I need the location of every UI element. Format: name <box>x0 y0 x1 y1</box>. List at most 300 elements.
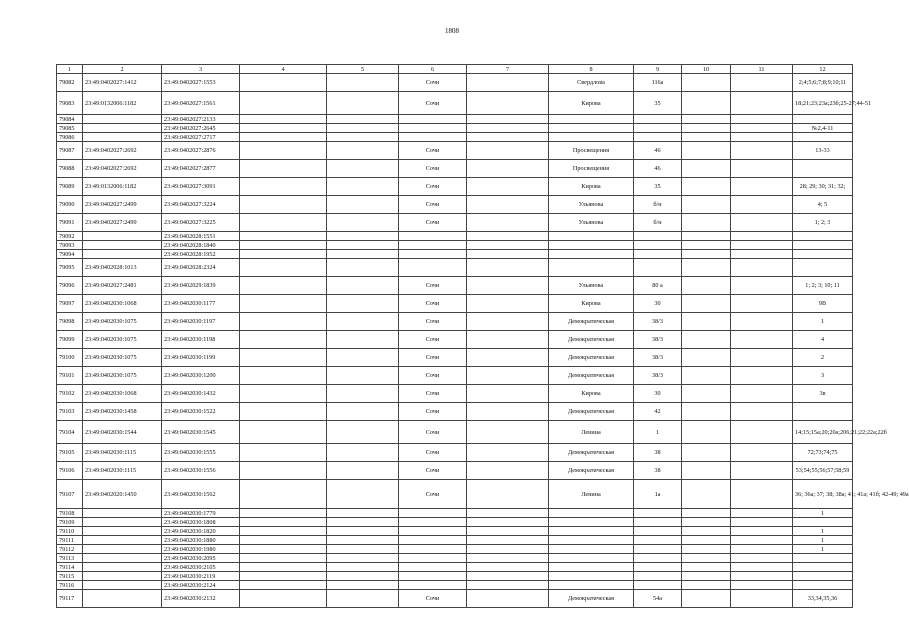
city-cell <box>399 527 467 536</box>
column-header-9: 9 <box>634 65 682 74</box>
house-number-cell <box>634 509 682 518</box>
column-5-cell <box>327 421 399 444</box>
column-10-cell <box>682 480 731 509</box>
street-cell: Ульянова <box>549 196 634 214</box>
column-header-10: 10 <box>682 65 731 74</box>
column-7-cell <box>467 403 549 421</box>
column-11-cell <box>731 545 793 554</box>
column-10-cell <box>682 421 731 444</box>
record-number-cell: 79100 <box>57 349 83 367</box>
street-cell <box>549 554 634 563</box>
cadastral-number-cell: 23:49:0402028:1551 <box>162 232 240 241</box>
table-row <box>57 349 853 367</box>
city-cell: Сочи <box>399 277 467 295</box>
column-11-cell <box>731 142 793 160</box>
cadastral-number-cell: 23:49:0402030:1562 <box>162 480 240 509</box>
parent-cadastral-number-cell <box>83 509 162 518</box>
street-cell <box>549 509 634 518</box>
column-4-cell <box>240 480 327 509</box>
record-number-cell: 79091 <box>57 214 83 232</box>
table-row <box>57 277 853 295</box>
record-number-cell: 79102 <box>57 385 83 403</box>
table-row <box>57 250 853 259</box>
premises-numbers-cell <box>793 554 853 563</box>
column-4-cell <box>240 295 327 313</box>
street-cell: Демократическая <box>549 403 634 421</box>
column-4-cell <box>240 214 327 232</box>
street-cell: Ульянова <box>549 277 634 295</box>
cadastral-number-cell: 23:49:0402027:2133 <box>162 115 240 124</box>
column-10-cell <box>682 462 731 480</box>
column-10-cell <box>682 403 731 421</box>
column-7-cell <box>467 313 549 331</box>
column-10-cell <box>682 178 731 196</box>
column-5-cell <box>327 480 399 509</box>
column-7-cell <box>467 92 549 115</box>
house-number-cell <box>634 241 682 250</box>
premises-numbers-cell <box>793 241 853 250</box>
parent-cadastral-number-cell <box>83 536 162 545</box>
parent-cadastral-number-cell: 23:49:0402027:2499 <box>83 214 162 232</box>
header-row <box>57 65 853 74</box>
premises-numbers-cell: 2 <box>793 349 853 367</box>
column-7-cell <box>467 241 549 250</box>
column-4-cell <box>240 509 327 518</box>
city-cell: Сочи <box>399 590 467 608</box>
premises-numbers-cell: 14;15;15а;20;20а;206;21;22;22а;22б <box>793 421 853 444</box>
column-11-cell <box>731 277 793 295</box>
column-10-cell <box>682 385 731 403</box>
street-cell: Демократическая <box>549 590 634 608</box>
parent-cadastral-number-cell: 23:49:0402030:1068 <box>83 295 162 313</box>
record-number-cell: 79095 <box>57 259 83 277</box>
cadastral-number-cell: 23:49:0402030:1820 <box>162 527 240 536</box>
cadastral-number-cell: 23:49:0402030:1555 <box>162 444 240 462</box>
column-10-cell <box>682 563 731 572</box>
premises-numbers-cell: 1 <box>793 509 853 518</box>
street-cell: Ленина <box>549 421 634 444</box>
parent-cadastral-number-cell <box>83 115 162 124</box>
parent-cadastral-number-cell: 23:49:0402030:1075 <box>83 313 162 331</box>
parent-cadastral-number-cell <box>83 545 162 554</box>
cadastral-number-cell: 23:49:0402030:1200 <box>162 367 240 385</box>
column-4-cell <box>240 160 327 178</box>
cadastral-number-cell: 23:49:0402027:3225 <box>162 214 240 232</box>
table-row <box>57 581 853 590</box>
street-cell: Демократическая <box>549 349 634 367</box>
premises-numbers-cell: 72;73;74;75 <box>793 444 853 462</box>
house-number-cell: 80 а <box>634 277 682 295</box>
house-number-cell: 35 <box>634 178 682 196</box>
house-number-cell: 30 <box>634 385 682 403</box>
column-7-cell <box>467 142 549 160</box>
premises-numbers-cell: 2;4;5;6;7;8;9;10;11 <box>793 74 853 92</box>
premises-numbers-cell: 4; 5 <box>793 196 853 214</box>
premises-numbers-cell <box>793 572 853 581</box>
premises-numbers-cell: 53;54;55;56;57;58;59 <box>793 462 853 480</box>
column-11-cell <box>731 527 793 536</box>
column-11-cell <box>731 115 793 124</box>
column-11-cell <box>731 178 793 196</box>
city-cell <box>399 536 467 545</box>
parent-cadastral-number-cell: 23:49:0402030:1115 <box>83 462 162 480</box>
registry-table <box>56 64 909 608</box>
table-row <box>57 331 853 349</box>
premises-numbers-cell: 1 <box>793 527 853 536</box>
street-cell <box>549 124 634 133</box>
column-7-cell <box>467 367 549 385</box>
record-number-cell: 79101 <box>57 367 83 385</box>
column-11-cell <box>731 509 793 518</box>
table-row <box>57 232 853 241</box>
column-11-cell <box>731 518 793 527</box>
column-7-cell <box>467 590 549 608</box>
cadastral-number-cell: 23:49:0402030:1808 <box>162 518 240 527</box>
column-4-cell <box>240 196 327 214</box>
street-cell <box>549 563 634 572</box>
column-11-cell <box>731 349 793 367</box>
premises-numbers-cell: 3в <box>793 385 853 403</box>
column-4-cell <box>240 232 327 241</box>
column-7-cell <box>467 527 549 536</box>
column-11-cell <box>731 554 793 563</box>
column-10-cell <box>682 554 731 563</box>
record-number-cell: 79111 <box>57 536 83 545</box>
column-4-cell <box>240 563 327 572</box>
table-row <box>57 403 853 421</box>
premises-numbers-cell: 1 <box>793 536 853 545</box>
parent-cadastral-number-cell: 23:49:0402027:2692 <box>83 160 162 178</box>
parent-cadastral-number-cell: 23:49:0132006:1182 <box>83 178 162 196</box>
house-number-cell <box>634 581 682 590</box>
cadastral-number-cell: 23:49:0402028:2324 <box>162 259 240 277</box>
column-4-cell <box>240 124 327 133</box>
table-row <box>57 518 853 527</box>
premises-numbers-cell: 1 <box>793 545 853 554</box>
column-4-cell <box>240 115 327 124</box>
street-cell <box>549 518 634 527</box>
street-cell: Демократическая <box>549 331 634 349</box>
premises-numbers-cell: 18;21;23;23а;23б;25-27;44-51 <box>793 92 853 115</box>
table-row <box>57 462 853 480</box>
column-10-cell <box>682 313 731 331</box>
cadastral-number-cell: 23:49:0402030:1556 <box>162 462 240 480</box>
city-cell <box>399 581 467 590</box>
street-cell <box>549 527 634 536</box>
premises-numbers-cell <box>793 250 853 259</box>
parent-cadastral-number-cell: 23:49:0402030:1544 <box>83 421 162 444</box>
parent-cadastral-number-cell <box>83 232 162 241</box>
house-number-cell: 116а <box>634 74 682 92</box>
column-4-cell <box>240 349 327 367</box>
premises-numbers-cell: 13-33 <box>793 142 853 160</box>
table-row <box>57 133 853 142</box>
street-cell <box>549 115 634 124</box>
column-4-cell <box>240 178 327 196</box>
record-number-cell: 79103 <box>57 403 83 421</box>
cadastral-number-cell: 23:49:0402027:3091 <box>162 178 240 196</box>
record-number-cell: 79087 <box>57 142 83 160</box>
house-number-cell: б/н <box>634 196 682 214</box>
table-row <box>57 444 853 462</box>
house-number-cell: 42 <box>634 403 682 421</box>
table-row <box>57 385 853 403</box>
column-10-cell <box>682 572 731 581</box>
table-row <box>57 527 853 536</box>
column-5-cell <box>327 196 399 214</box>
column-10-cell <box>682 295 731 313</box>
column-11-cell <box>731 385 793 403</box>
cadastral-number-cell: 23:49:0402030:1432 <box>162 385 240 403</box>
street-cell: Кирова <box>549 178 634 196</box>
premises-numbers-cell: 1; 2; 3 <box>793 214 853 232</box>
column-11-cell <box>731 480 793 509</box>
page-number: 1808 <box>445 27 459 35</box>
cadastral-number-cell: 23:49:0402027:2876 <box>162 142 240 160</box>
column-header-2: 2 <box>83 65 162 74</box>
city-cell: Сочи <box>399 385 467 403</box>
column-11-cell <box>731 259 793 277</box>
street-cell <box>549 572 634 581</box>
house-number-cell <box>634 124 682 133</box>
column-4-cell <box>240 277 327 295</box>
street-cell: Кирова <box>549 295 634 313</box>
parent-cadastral-number-cell <box>83 250 162 259</box>
column-7-cell <box>467 572 549 581</box>
column-10-cell <box>682 259 731 277</box>
record-number-cell: 79105 <box>57 444 83 462</box>
column-4-cell <box>240 403 327 421</box>
house-number-cell: 38/3 <box>634 349 682 367</box>
column-7-cell <box>467 160 549 178</box>
record-number-cell: 79104 <box>57 421 83 444</box>
house-number-cell <box>634 259 682 277</box>
column-7-cell <box>467 214 549 232</box>
city-cell: Сочи <box>399 349 467 367</box>
city-cell <box>399 572 467 581</box>
column-4-cell <box>240 572 327 581</box>
record-number-cell: 79085 <box>57 124 83 133</box>
city-cell <box>399 545 467 554</box>
column-4-cell <box>240 133 327 142</box>
column-5-cell <box>327 563 399 572</box>
premises-numbers-cell: 3 <box>793 367 853 385</box>
city-cell: Сочи <box>399 444 467 462</box>
column-10-cell <box>682 160 731 178</box>
city-cell: Сочи <box>399 421 467 444</box>
record-number-cell: 79115 <box>57 572 83 581</box>
parent-cadastral-number-cell: 23:49:0402030:1458 <box>83 403 162 421</box>
table-row <box>57 554 853 563</box>
cadastral-number-cell: 23:49:0402027:2645 <box>162 124 240 133</box>
city-cell: Сочи <box>399 160 467 178</box>
column-7-cell <box>467 232 549 241</box>
house-number-cell <box>634 536 682 545</box>
record-number-cell: 79084 <box>57 115 83 124</box>
record-number-cell: 79092 <box>57 232 83 241</box>
column-10-cell <box>682 232 731 241</box>
city-cell: Сочи <box>399 367 467 385</box>
city-cell: Сочи <box>399 142 467 160</box>
cadastral-number-cell: 23:49:0402030:1522 <box>162 403 240 421</box>
column-header-12: 12 <box>793 65 853 74</box>
cadastral-number-cell: 23:49:0402030:1880 <box>162 536 240 545</box>
column-5-cell <box>327 462 399 480</box>
record-number-cell: 79089 <box>57 178 83 196</box>
record-number-cell: 79098 <box>57 313 83 331</box>
column-11-cell <box>731 133 793 142</box>
column-11-cell <box>731 536 793 545</box>
registry-body <box>57 65 909 608</box>
parent-cadastral-number-cell <box>83 241 162 250</box>
column-7-cell <box>467 133 549 142</box>
premises-numbers-cell <box>793 403 853 421</box>
column-7-cell <box>467 480 549 509</box>
column-7-cell <box>467 563 549 572</box>
house-number-cell <box>634 232 682 241</box>
premises-numbers-cell: №2,4-11 <box>793 124 853 133</box>
column-7-cell <box>467 295 549 313</box>
record-number-cell: 79097 <box>57 295 83 313</box>
column-5-cell <box>327 259 399 277</box>
column-4-cell <box>240 250 327 259</box>
house-number-cell <box>634 554 682 563</box>
column-7-cell <box>467 536 549 545</box>
city-cell <box>399 232 467 241</box>
house-number-cell <box>634 115 682 124</box>
column-4-cell <box>240 331 327 349</box>
premises-numbers-cell <box>793 518 853 527</box>
parent-cadastral-number-cell <box>83 563 162 572</box>
column-4-cell <box>240 581 327 590</box>
table-row <box>57 421 853 444</box>
house-number-cell: б/н <box>634 214 682 232</box>
cadastral-number-cell: 23:49:0402030:2095 <box>162 554 240 563</box>
city-cell <box>399 509 467 518</box>
column-5-cell <box>327 590 399 608</box>
cadastral-number-cell: 23:49:0402027:1553 <box>162 74 240 92</box>
column-10-cell <box>682 74 731 92</box>
table-row <box>57 536 853 545</box>
cadastral-number-cell: 23:49:0402030:1779 <box>162 509 240 518</box>
column-5-cell <box>327 133 399 142</box>
city-cell: Сочи <box>399 214 467 232</box>
column-11-cell <box>731 563 793 572</box>
column-7-cell <box>467 462 549 480</box>
cadastral-number-cell: 23:49:0402030:2124 <box>162 581 240 590</box>
column-10-cell <box>682 331 731 349</box>
premises-numbers-cell: 36; 36а; 37; 38; 38а; 41; 41а; 41б; 42-49; 49а <box>793 480 853 509</box>
column-7-cell <box>467 385 549 403</box>
cadastral-number-cell: 23:49:0402030:2105 <box>162 563 240 572</box>
record-number-cell: 79106 <box>57 462 83 480</box>
city-cell <box>399 563 467 572</box>
city-cell: Сочи <box>399 178 467 196</box>
city-cell <box>399 124 467 133</box>
table-row <box>57 545 853 554</box>
city-cell: Сочи <box>399 403 467 421</box>
house-number-cell <box>634 518 682 527</box>
house-number-cell: 38/3 <box>634 367 682 385</box>
column-11-cell <box>731 160 793 178</box>
premises-numbers-cell <box>793 160 853 178</box>
column-header-7: 7 <box>467 65 549 74</box>
column-header-8: 8 <box>549 65 634 74</box>
column-5-cell <box>327 160 399 178</box>
column-4-cell <box>240 545 327 554</box>
house-number-cell: 46 <box>634 160 682 178</box>
column-11-cell <box>731 331 793 349</box>
column-5-cell <box>327 74 399 92</box>
column-11-cell <box>731 295 793 313</box>
column-4-cell <box>240 536 327 545</box>
record-number-cell: 79088 <box>57 160 83 178</box>
column-4-cell <box>240 74 327 92</box>
table-row <box>57 74 853 92</box>
house-number-cell: 46 <box>634 142 682 160</box>
cadastral-number-cell: 23:49:0402028:1840 <box>162 241 240 250</box>
street-cell: Кирова <box>549 385 634 403</box>
cadastral-number-cell: 23:49:0402029:1839 <box>162 277 240 295</box>
parent-cadastral-number-cell: 23:49:0402027:2692 <box>83 142 162 160</box>
table-row <box>57 241 853 250</box>
column-5-cell <box>327 92 399 115</box>
column-4-cell <box>240 367 327 385</box>
column-11-cell <box>731 590 793 608</box>
premises-numbers-cell <box>793 232 853 241</box>
cadastral-number-cell: 23:49:0402030:1199 <box>162 349 240 367</box>
column-4-cell <box>240 518 327 527</box>
street-cell: Ленина <box>549 480 634 509</box>
house-number-cell: 38 <box>634 444 682 462</box>
column-5-cell <box>327 295 399 313</box>
column-7-cell <box>467 554 549 563</box>
record-number-cell: 79114 <box>57 563 83 572</box>
city-cell: Сочи <box>399 462 467 480</box>
column-11-cell <box>731 241 793 250</box>
parent-cadastral-number-cell: 23:49:0402030:1115 <box>83 444 162 462</box>
cadastral-number-cell: 23:49:0402027:2717 <box>162 133 240 142</box>
column-5-cell <box>327 250 399 259</box>
record-number-cell: 79086 <box>57 133 83 142</box>
column-5-cell <box>327 115 399 124</box>
city-cell: Сочи <box>399 331 467 349</box>
parent-cadastral-number-cell: 23:49:0402027:2499 <box>83 196 162 214</box>
table-row <box>57 178 853 196</box>
record-number-cell: 79107 <box>57 480 83 509</box>
cadastral-number-cell: 23:49:0402030:2119 <box>162 572 240 581</box>
table-row <box>57 196 853 214</box>
parent-cadastral-number-cell: 23:49:0402030:1075 <box>83 331 162 349</box>
column-7-cell <box>467 509 549 518</box>
column-10-cell <box>682 115 731 124</box>
table-row <box>57 142 853 160</box>
column-10-cell <box>682 196 731 214</box>
parent-cadastral-number-cell <box>83 590 162 608</box>
street-cell: Демократическая <box>549 367 634 385</box>
house-number-cell <box>634 250 682 259</box>
parent-cadastral-number-cell: 23:49:0402027:2481 <box>83 277 162 295</box>
parent-cadastral-number-cell: 23:49:0402030:1075 <box>83 367 162 385</box>
street-cell <box>549 536 634 545</box>
column-7-cell <box>467 421 549 444</box>
record-number-cell: 79093 <box>57 241 83 250</box>
column-7-cell <box>467 124 549 133</box>
column-11-cell <box>731 403 793 421</box>
street-cell <box>549 581 634 590</box>
house-number-cell: 30 <box>634 295 682 313</box>
column-11-cell <box>731 74 793 92</box>
